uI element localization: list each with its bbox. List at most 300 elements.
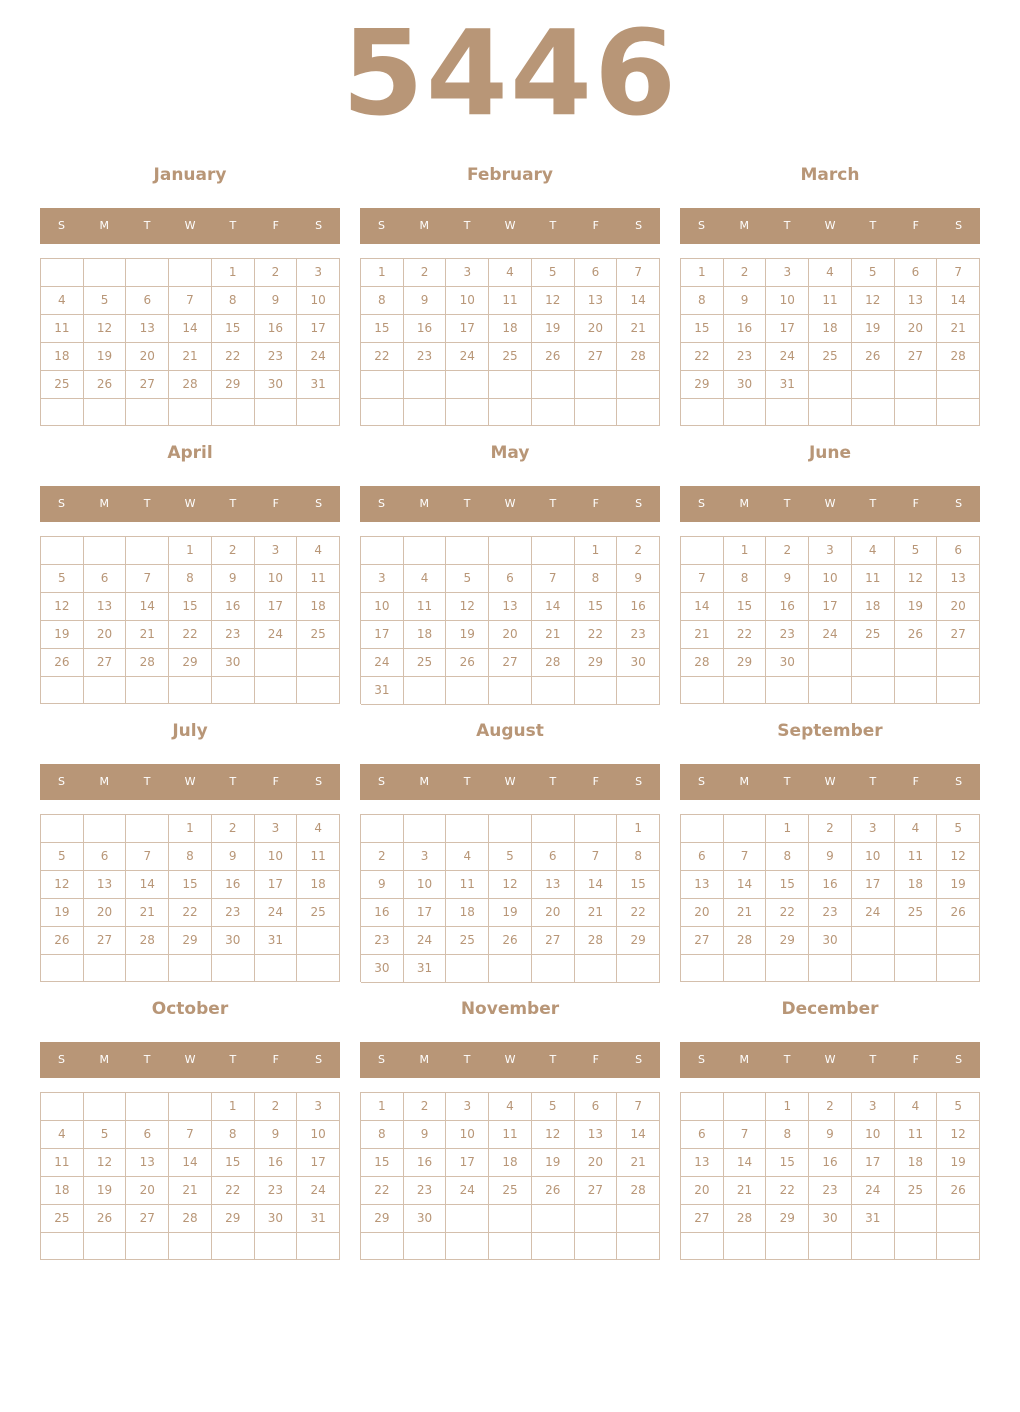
day-grid	[680, 1092, 980, 1260]
weekday-label: M	[739, 775, 750, 788]
day-cell: 10	[297, 287, 340, 315]
day-cell	[532, 371, 575, 399]
day-cell: 15	[724, 593, 767, 621]
day-cell: 19	[84, 343, 127, 371]
day-cell: 6	[937, 537, 980, 565]
day-cell: 28	[937, 343, 980, 371]
day-cell: 3	[852, 1093, 895, 1121]
day-cell	[41, 1093, 84, 1121]
day-cell: 10	[361, 593, 404, 621]
day-cell	[126, 815, 169, 843]
day-cell	[766, 1233, 809, 1260]
day-cell: 1	[212, 259, 255, 287]
day-cell: 26	[532, 343, 575, 371]
day-cell: 22	[169, 621, 212, 649]
day-cell	[617, 371, 660, 399]
day-cell: 14	[169, 315, 212, 343]
day-cell: 9	[617, 565, 660, 593]
month-name: September	[777, 721, 883, 741]
day-cell: 25	[41, 371, 84, 399]
day-cell	[169, 1093, 212, 1121]
day-cell: 27	[575, 343, 618, 371]
day-cell	[724, 1233, 767, 1260]
weekday-label: T	[143, 497, 151, 510]
day-cell: 8	[361, 1121, 404, 1149]
day-cell: 14	[126, 593, 169, 621]
day-cell: 13	[575, 1121, 618, 1149]
weekday-label: M	[419, 1053, 430, 1066]
day-cell: 22	[361, 343, 404, 371]
day-cell: 26	[84, 1205, 127, 1233]
day-cell: 30	[361, 955, 404, 983]
day-cell	[212, 677, 255, 704]
day-cell: 22	[724, 621, 767, 649]
day-cell	[681, 1093, 724, 1121]
day-cell: 2	[404, 1093, 447, 1121]
day-cell: 22	[361, 1177, 404, 1205]
day-cell: 18	[41, 1177, 84, 1205]
day-cell: 9	[404, 287, 447, 315]
day-cell: 22	[212, 1177, 255, 1205]
weekday-label: T	[463, 1053, 471, 1066]
day-cell	[937, 649, 980, 677]
day-cell: 10	[297, 1121, 340, 1149]
day-cell: 14	[532, 593, 575, 621]
day-cell	[895, 371, 938, 399]
day-cell: 23	[809, 899, 852, 927]
weekday-label: S	[955, 1053, 963, 1066]
day-cell: 30	[404, 1205, 447, 1233]
day-cell: 26	[937, 899, 980, 927]
day-cell: 11	[297, 565, 340, 593]
day-cell: 1	[724, 537, 767, 565]
weekday-label: M	[99, 775, 110, 788]
day-cell: 9	[255, 287, 298, 315]
day-cell	[617, 1205, 660, 1233]
day-cell: 15	[766, 1149, 809, 1177]
day-cell: 11	[489, 287, 532, 315]
weekday-label: T	[869, 775, 877, 788]
day-cell: 4	[41, 287, 84, 315]
year-title: 5446	[341, 4, 679, 142]
day-cell: 9	[212, 843, 255, 871]
day-cell: 25	[852, 621, 895, 649]
day-cell	[809, 677, 852, 704]
day-cell: 14	[617, 287, 660, 315]
day-cell: 12	[937, 1121, 980, 1149]
day-cell: 18	[809, 315, 852, 343]
day-cell	[617, 677, 660, 705]
weekday-label: S	[315, 1053, 323, 1066]
day-cell: 24	[852, 899, 895, 927]
day-cell	[126, 955, 169, 982]
day-cell: 18	[446, 899, 489, 927]
day-cell: 29	[617, 927, 660, 955]
day-cell	[297, 955, 340, 982]
day-cell: 31	[404, 955, 447, 983]
day-cell	[766, 677, 809, 704]
day-grid	[360, 1092, 660, 1260]
weekday-label: F	[272, 775, 279, 788]
day-cell	[575, 371, 618, 399]
weekday-label: F	[592, 1053, 599, 1066]
day-cell	[532, 677, 575, 705]
weekday-label: M	[99, 497, 110, 510]
weekday-label: S	[377, 775, 385, 788]
day-cell: 1	[169, 815, 212, 843]
day-cell: 9	[361, 871, 404, 899]
day-cell: 15	[361, 315, 404, 343]
day-cell: 5	[489, 843, 532, 871]
day-cell: 10	[852, 1121, 895, 1149]
day-cell: 29	[212, 371, 255, 399]
weekday-label: S	[57, 1053, 65, 1066]
day-cell: 23	[212, 899, 255, 927]
day-cell: 16	[212, 871, 255, 899]
day-cell	[489, 1233, 532, 1260]
day-cell: 2	[766, 537, 809, 565]
day-cell: 10	[404, 871, 447, 899]
day-cell	[84, 1233, 127, 1260]
day-cell: 16	[404, 315, 447, 343]
day-cell: 4	[446, 843, 489, 871]
weekday-header	[680, 208, 980, 244]
day-cell: 21	[937, 315, 980, 343]
day-cell: 6	[681, 1121, 724, 1149]
day-cell	[169, 677, 212, 704]
day-cell: 15	[575, 593, 618, 621]
day-cell	[852, 649, 895, 677]
day-cell	[255, 1233, 298, 1260]
day-cell: 4	[404, 565, 447, 593]
day-cell: 29	[212, 1205, 255, 1233]
day-cell: 29	[361, 1205, 404, 1233]
day-cell: 20	[575, 1149, 618, 1177]
day-cell	[446, 1233, 489, 1260]
day-cell	[41, 815, 84, 843]
weekday-label: F	[272, 497, 279, 510]
day-grid	[40, 1092, 340, 1260]
day-cell: 8	[575, 565, 618, 593]
weekday-label: W	[184, 497, 196, 510]
day-cell: 18	[41, 343, 84, 371]
day-cell	[126, 399, 169, 426]
day-cell: 29	[766, 1205, 809, 1233]
day-cell: 14	[724, 1149, 767, 1177]
day-cell: 17	[255, 871, 298, 899]
day-cell: 8	[361, 287, 404, 315]
day-cell: 17	[361, 621, 404, 649]
weekday-header	[360, 486, 660, 522]
day-cell	[84, 259, 127, 287]
day-cell	[895, 399, 938, 426]
weekday-label: F	[592, 497, 599, 510]
day-cell: 22	[169, 899, 212, 927]
day-cell: 20	[126, 1177, 169, 1205]
day-cell: 13	[84, 593, 127, 621]
day-cell: 26	[852, 343, 895, 371]
day-grid	[40, 258, 340, 426]
day-cell: 19	[84, 1177, 127, 1205]
day-cell: 28	[126, 649, 169, 677]
day-cell	[489, 955, 532, 983]
weekday-header	[40, 1042, 340, 1078]
day-cell: 6	[84, 843, 127, 871]
day-cell: 3	[809, 537, 852, 565]
day-cell: 15	[617, 871, 660, 899]
day-cell: 21	[724, 1177, 767, 1205]
weekday-label: S	[697, 497, 705, 510]
weekday-label: T	[143, 1053, 151, 1066]
weekday-label: T	[549, 775, 557, 788]
day-cell	[126, 677, 169, 704]
day-cell: 20	[532, 899, 575, 927]
day-cell: 2	[255, 1093, 298, 1121]
weekday-label: W	[184, 219, 196, 232]
day-cell: 5	[41, 843, 84, 871]
day-cell: 18	[489, 1149, 532, 1177]
weekday-header	[40, 486, 340, 522]
weekday-label: T	[463, 219, 471, 232]
day-cell: 12	[937, 843, 980, 871]
weekday-label: T	[549, 1053, 557, 1066]
weekday-label: S	[635, 1053, 643, 1066]
day-cell	[361, 1233, 404, 1260]
day-cell: 9	[809, 1121, 852, 1149]
month-name: June	[808, 443, 852, 463]
day-cell: 11	[297, 843, 340, 871]
day-cell	[126, 1093, 169, 1121]
day-cell	[489, 399, 532, 427]
day-cell: 12	[852, 287, 895, 315]
day-grid	[360, 258, 660, 426]
day-cell: 20	[681, 1177, 724, 1205]
weekday-label: T	[463, 497, 471, 510]
day-cell	[895, 1233, 938, 1260]
day-cell: 1	[766, 1093, 809, 1121]
day-cell	[297, 927, 340, 955]
day-cell	[126, 1233, 169, 1260]
day-cell: 7	[617, 1093, 660, 1121]
day-cell	[809, 371, 852, 399]
day-cell: 16	[404, 1149, 447, 1177]
day-cell: 23	[617, 621, 660, 649]
day-cell: 30	[212, 649, 255, 677]
day-cell	[361, 815, 404, 843]
weekday-label: M	[739, 497, 750, 510]
day-cell	[937, 927, 980, 955]
day-cell	[489, 1205, 532, 1233]
day-cell	[852, 955, 895, 982]
day-cell: 8	[212, 287, 255, 315]
day-cell: 27	[532, 927, 575, 955]
day-cell	[404, 399, 447, 427]
day-cell: 31	[766, 371, 809, 399]
day-cell	[361, 399, 404, 427]
day-cell	[126, 259, 169, 287]
day-cell: 22	[575, 621, 618, 649]
day-cell: 16	[255, 315, 298, 343]
weekday-label: S	[955, 219, 963, 232]
day-cell: 9	[766, 565, 809, 593]
weekday-label: W	[504, 219, 516, 232]
day-cell: 28	[617, 1177, 660, 1205]
day-cell: 4	[852, 537, 895, 565]
day-cell	[852, 677, 895, 704]
weekday-header	[360, 764, 660, 800]
day-cell: 2	[617, 537, 660, 565]
day-cell: 7	[126, 565, 169, 593]
weekday-label: T	[869, 497, 877, 510]
day-cell: 1	[361, 259, 404, 287]
day-cell: 13	[895, 287, 938, 315]
day-cell: 12	[446, 593, 489, 621]
weekday-label: S	[955, 775, 963, 788]
month-july	[40, 716, 340, 986]
weekday-label: S	[57, 497, 65, 510]
day-cell	[41, 955, 84, 982]
month-name: February	[466, 165, 554, 185]
day-cell	[532, 399, 575, 427]
day-cell: 30	[809, 1205, 852, 1233]
day-cell: 23	[404, 343, 447, 371]
day-cell: 2	[255, 259, 298, 287]
day-cell	[532, 815, 575, 843]
day-cell: 27	[84, 649, 127, 677]
day-cell	[895, 927, 938, 955]
day-cell	[532, 1233, 575, 1260]
day-cell: 27	[895, 343, 938, 371]
day-cell: 17	[852, 871, 895, 899]
day-cell	[84, 537, 127, 565]
day-cell: 20	[84, 899, 127, 927]
day-cell	[84, 1093, 127, 1121]
day-cell: 3	[255, 815, 298, 843]
day-cell: 11	[41, 1149, 84, 1177]
day-cell	[681, 815, 724, 843]
day-cell	[41, 399, 84, 426]
day-cell: 31	[297, 371, 340, 399]
day-cell: 16	[766, 593, 809, 621]
day-cell	[84, 677, 127, 704]
day-cell: 9	[212, 565, 255, 593]
day-cell: 10	[446, 287, 489, 315]
day-cell: 17	[297, 315, 340, 343]
day-grid	[360, 536, 660, 704]
day-cell: 13	[575, 287, 618, 315]
day-cell: 27	[575, 1177, 618, 1205]
day-cell: 5	[532, 1093, 575, 1121]
weekday-label: F	[272, 219, 279, 232]
day-cell	[895, 677, 938, 704]
day-cell: 10	[766, 287, 809, 315]
weekday-header	[680, 764, 980, 800]
weekday-label: S	[377, 219, 385, 232]
day-cell: 23	[724, 343, 767, 371]
weekday-label: F	[912, 1053, 919, 1066]
day-cell: 21	[169, 1177, 212, 1205]
month-may	[360, 438, 660, 708]
day-cell: 13	[937, 565, 980, 593]
month-name: April	[167, 443, 213, 463]
day-cell: 4	[489, 259, 532, 287]
day-cell	[212, 1233, 255, 1260]
day-cell: 19	[532, 315, 575, 343]
month-name: December	[781, 999, 879, 1019]
day-cell: 30	[809, 927, 852, 955]
day-cell: 14	[724, 871, 767, 899]
weekday-label: T	[783, 1053, 791, 1066]
day-cell: 31	[297, 1205, 340, 1233]
day-cell: 17	[809, 593, 852, 621]
day-cell: 26	[532, 1177, 575, 1205]
day-cell: 19	[489, 899, 532, 927]
day-cell	[255, 955, 298, 982]
day-cell: 16	[212, 593, 255, 621]
day-cell: 28	[532, 649, 575, 677]
day-cell: 14	[937, 287, 980, 315]
day-cell: 10	[446, 1121, 489, 1149]
day-cell: 23	[809, 1177, 852, 1205]
day-cell: 11	[895, 1121, 938, 1149]
day-cell	[446, 537, 489, 565]
day-cell	[895, 955, 938, 982]
day-cell: 7	[575, 843, 618, 871]
day-cell: 13	[532, 871, 575, 899]
day-cell: 11	[852, 565, 895, 593]
day-cell: 8	[169, 843, 212, 871]
day-cell: 6	[575, 259, 618, 287]
day-cell: 9	[809, 843, 852, 871]
day-cell: 7	[169, 287, 212, 315]
weekday-label: T	[143, 775, 151, 788]
weekday-header	[360, 1042, 660, 1078]
day-cell: 13	[126, 315, 169, 343]
day-cell: 25	[895, 899, 938, 927]
day-cell: 25	[489, 343, 532, 371]
day-cell: 3	[297, 259, 340, 287]
day-cell: 18	[297, 593, 340, 621]
weekday-label: M	[99, 219, 110, 232]
weekday-label: F	[592, 775, 599, 788]
day-cell: 27	[489, 649, 532, 677]
day-cell: 10	[852, 843, 895, 871]
day-cell	[126, 537, 169, 565]
weekday-label: F	[912, 497, 919, 510]
weekday-label: W	[504, 497, 516, 510]
day-cell: 19	[937, 871, 980, 899]
day-cell: 20	[489, 621, 532, 649]
day-cell: 8	[617, 843, 660, 871]
day-cell: 25	[895, 1177, 938, 1205]
day-cell: 22	[681, 343, 724, 371]
day-cell	[404, 1233, 447, 1260]
month-december	[680, 994, 980, 1264]
month-name: August	[476, 721, 544, 741]
day-cell: 4	[41, 1121, 84, 1149]
day-cell	[404, 537, 447, 565]
day-cell: 5	[446, 565, 489, 593]
weekday-label: T	[783, 219, 791, 232]
day-cell: 30	[766, 649, 809, 677]
day-cell: 13	[84, 871, 127, 899]
month-april	[40, 438, 340, 708]
day-cell: 21	[617, 315, 660, 343]
day-cell: 24	[297, 343, 340, 371]
day-cell	[297, 399, 340, 426]
day-cell	[937, 1233, 980, 1260]
day-cell: 2	[361, 843, 404, 871]
